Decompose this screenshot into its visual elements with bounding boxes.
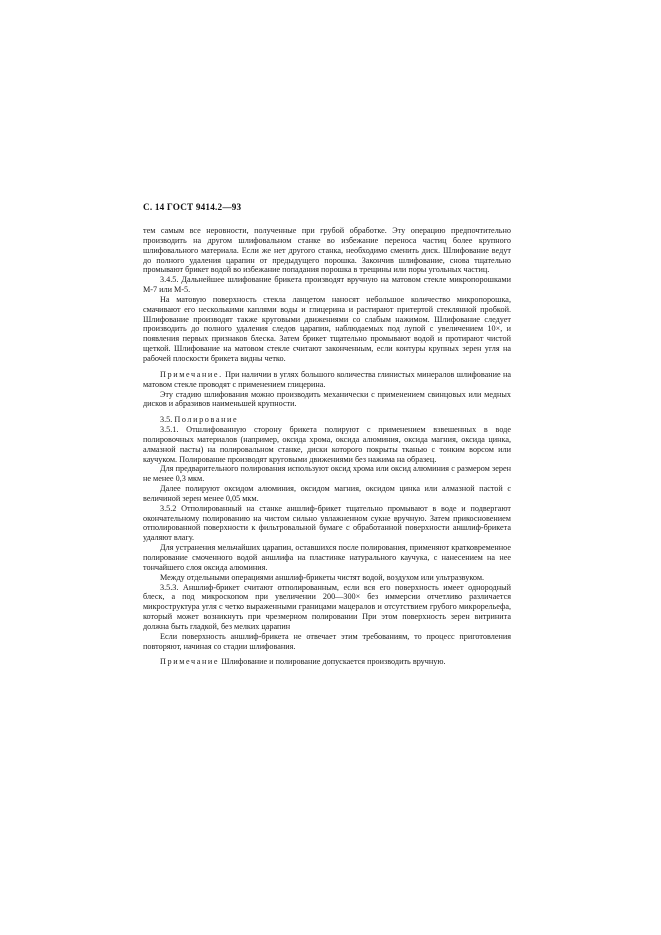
section-number: 3.5. [160, 415, 173, 425]
paragraph-further-polishing: Далее полируют оксидом алюминия, оксидом магния, оксидом цинка или алмазной пастой с величиной зерен менее 0,05 мкм. [143, 484, 511, 503]
document-body [143, 226, 511, 667]
paragraph-repeat-process: Если поверхность аншлиф-брикета не отвечает этим требованиям, то процесс приготовления повторяют, начиная со стадии шлифования. [143, 631, 511, 651]
paragraph-3-5-2: 3.5.2 Отполированный на станке аншлиф-брикет тщательно промывают в воде и подвергают окончательному полированию на чистом сильно увлажненном сукне вручную. Затем прикосновением отполированной поверхности к фильтровальной бумаге с обработанной поверхности аншлиф-брикета удаляют влагу. [143, 503, 511, 543]
section-title: Полирование [174, 415, 239, 425]
paragraph-fine-scratches: Для устранения мельчайших царапин, оставшихся после полирования, применяют кратковременное полирование смоченного водой аншлифа на пластинке натурального каучука, с нанесением на нее тончайшего слоя оксида алюминия. [143, 543, 511, 572]
paragraph-continuation: тем самым все неровности, полученные при грубой обработке. Эту операцию предпочтительно производить на другом шлифовальном станке во избежание переноса частиц более крупного шлифовального материала. Если же нет другого станка, необходимо сменить диск. Шлифование ведут до полного удаления царапин от предыдущего порошка. Закончив шлифование, снова тщательно промывают брикет водой во избежание попадания порошка в трещины или поры угольных частиц. [143, 226, 511, 275]
paragraph-cleaning: Между отдельными операциями аншлиф-брикеты чистят водой, воздухом или ультразвуком. [160, 572, 485, 582]
paragraph-3-4-5: 3.4.5. Дальнейшее шлифование брикета производят вручную на матовом стекле микропорошками М-7 или М-5. [143, 275, 511, 295]
note-label: Примечание. [160, 369, 223, 379]
paragraph-preliminary-polishing: Для предварительного полирования используют оксид хрома или оксид алюминия с размером зерен не менее 0,3 мкм. [143, 464, 511, 484]
note-clay-minerals [143, 370, 511, 390]
paragraph-3-5-1: 3.5.1. Отшлифованную сторону брикета полируют с применением взвешенных в воде полировочных материалов (например, оксида хрома, оксида алюминия, оксида магния, оксида цинка, алмазной пасты) на полировальном станке, диски которого покрыты тканью с тонким ворсом или каучуком. Полирование производят круговыми движениями без нажима на образец. [143, 425, 511, 464]
section-heading-3-5 [143, 415, 511, 425]
note-text: При наличии в углях большого количества глинистых минералов шлифование на матовом стекле проводят с применением глицерина. [143, 369, 511, 389]
paragraph-mechanical-stage: Эту стадию шлифования можно производить механически с применением свинцовых или медных дисков и абразивов наименьшей крупности. [143, 389, 511, 409]
paragraph-matte-glass: На матовую поверхность стекла ланцетом наносят небольшое количество микропорошка, смачивают его несколькими каплями воды и глицерина и растирают притертой стеклянной пробкой. Шлифование производят также круговыми движениями со слабым нажимом. Шлифование следует производить до полного удаления следов царапин, наблюдаемых под лупой с увеличением 10×, и появления первых признаков блеска. Затем брикет тщательно промывают водой и протирают чистой щеткой. Шлифование на матовом стекле считают законченным, если контуры крупных зерен угля на рабочей плоскости брикета видны четко. [143, 294, 511, 363]
paragraph-3-5-3: 3.5.3. Аншлиф-брикет считают отполированным, если вся его поверхность имеет однородный блеск, а под микроскопом при увеличении 200—300× без иммерсии отчетливо различается микроструктура угля с четко выраженными границами мацералов и отсутствием грубого микрорельефа, который может возникнуть при чрезмерном полировании При этом поверхность зерен витринита должна быть гладкой, без мелких царапин [143, 582, 511, 631]
note-label: Примечание [160, 657, 220, 667]
page-header: С. 14 ГОСТ 9414.2—93 [143, 202, 242, 212]
note-manual-work [143, 657, 511, 667]
note-text: Шлифование и полирование допускается производить вручную. [219, 657, 446, 667]
